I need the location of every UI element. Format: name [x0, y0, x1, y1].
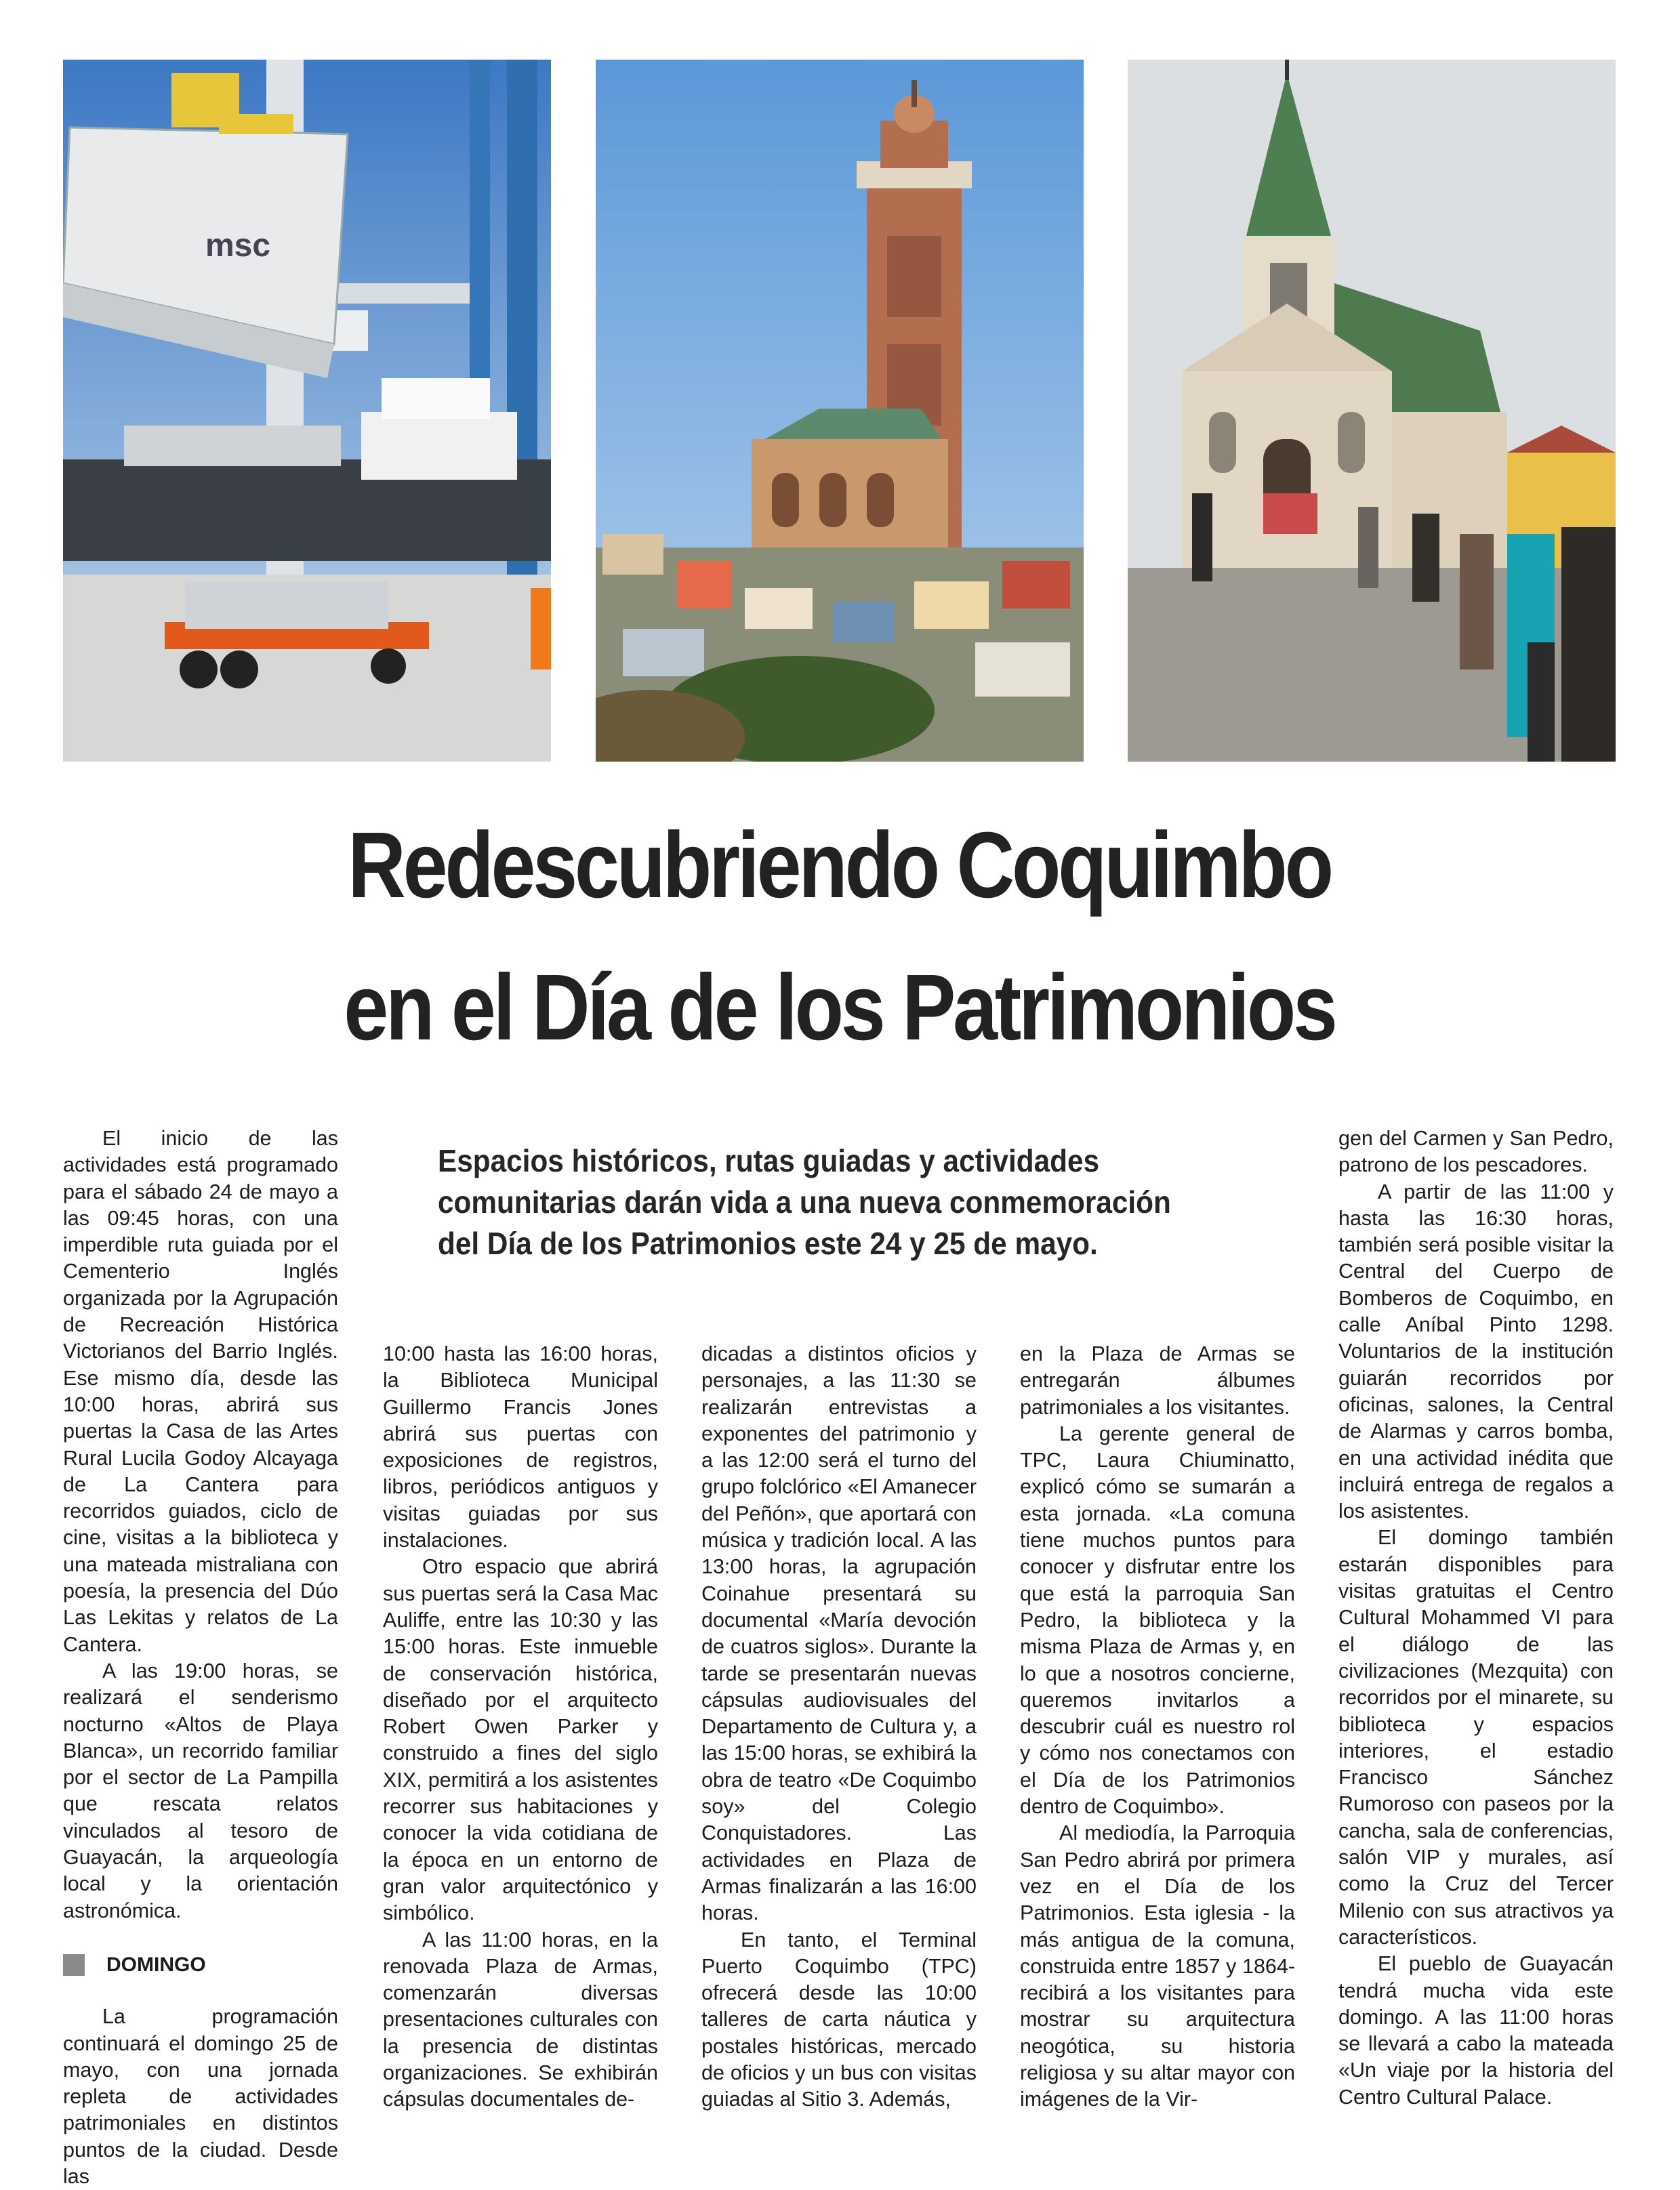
subhead-marker-square: [63, 1954, 85, 1976]
photo-mosque-minaret: [596, 60, 1084, 762]
paragraph: en la Plaza de Armas se entregarán álbumes patrimoniales a los visitantes.: [1020, 1342, 1295, 1419]
paragraph: En tanto, el Terminal Puerto Coquimbo (TPC) ofrecerá desde las 10:00 talleres de carta náutica y postales históricas, mercado de oficios y un bus con visitas guiadas al Sitio 3. Además,: [701, 1928, 977, 2111]
paragraph: dicadas a distintos oficios y personajes, a las 11:30 se realizarán entrevistas a exponentes del patrimonio y a las 12:00 será el turno del grupo folclórico «El Amanecer del Peñón», que aportará con música y tradición local. A las 13:00 horas, la agrupación Coinahue presentará su documental «María devoción de cuatros siglos». Durante la tarde se presentarán nuevas cápsulas audiovisuales del Departamento de Cultura y, a las 15:00 horas, se exhibirá la obra de teatro «De Coquimbo soy» del Colegio Conquistadores. Las actividades en Plaza de Armas finalizarán a las 16:00 horas.: [701, 1342, 977, 1925]
paragraph: El inicio de las actividades está programado para el sábado 24 de mayo a las 09:45 horas, con una imperdible ruta guiada por el Cementerio Inglés organizada por la Agrupación de Recreación Histórica Victorianos del Barrio Inglés. Ese mismo día, desde las 10:00 horas, abrirá sus puertas la Casa de las Artes Rural Lucila Godoy Alcayaga de La Cantera para recorridos guiados, ciclo de cine, visitas a la biblioteca y una mateada mistraliana con poesía, la presencia del Dúo Las Lekitas y relatos de La Cantera.: [63, 1127, 338, 1656]
msc-logo: msc: [205, 228, 271, 264]
church-illustration: [1128, 60, 1616, 762]
article-column-1: [63, 1125, 338, 2190]
photo-port-crane: [63, 60, 551, 762]
paragraph: El pueblo de Guayacán tendrá mucha vida este domingo. A las 11:00 horas se llevará a cabo la mateada «Un viaje por la historia del Centro Cultural Palace.: [1338, 1952, 1614, 2109]
paragraph: La gerente general de TPC, Laura Chiuminatto, explicó cómo se sumarán a esta jornada. «La comuna tiene muchos puntos para conocer y disfrutar entre los que está la parroquia San Pedro, la biblioteca y la misma Plaza de Armas y, en lo que a nosotros concierne, queremos invitarlos a descubrir cuál es nuestro rol y cómo nos conectamos con el Día de los Patrimonios dentro de Coquimbo».: [1020, 1422, 1295, 1819]
article-column-5: [1338, 1125, 1614, 2111]
paragraph: La programación continuará el domingo 25 de mayo, con una jornada repleta de actividades patrimoniales en distintos puntos de la ciudad. Desde las: [63, 2005, 338, 2188]
article-column-4: [1020, 1341, 1295, 2113]
paragraph: A las 11:00 horas, en la renovada Plaza de Armas, comenzarán diversas presentaciones culturales con la presencia de distintas organizaciones. Se exhibirán cápsulas documentales de-: [383, 1928, 658, 2111]
photo-church-san-pedro: [1128, 60, 1616, 762]
section-subhead: [63, 1951, 338, 1978]
article-column-3: [701, 1341, 977, 2113]
subhead-label: DOMINGO: [106, 1953, 206, 1976]
paragraph: Otro espacio que abrirá sus puertas será la Casa Mac Auliffe, entre las 10:30 y las 15:00 horas. Este inmueble de conservación histórica, diseñado por el arquitecto Robert Owen Parker y construido a fines del siglo XIX, permitirá a los asistentes recorrer sus habitaciones y conocer la vida cotidiana de la época en un entorno de gran valor arquitectónico y simbólico.: [383, 1555, 658, 1925]
paragraph: A partir de las 11:00 y hasta las 16:30 horas, también será posible visitar la Central del Cuerpo de Bomberos de Coquimbo, en calle Aníbal Pinto 1298. Voluntarios de la institución guiarán recorridos por oficinas, salones, la Central de Alarmas y carros bomba, en una actividad inédita que incluirá entrega de regalos a los asistentes.: [1338, 1180, 1614, 1523]
paragraph: gen del Carmen y San Pedro, patrono de los pescadores.: [1338, 1127, 1614, 1177]
paragraph: Al mediodía, la Parroquia San Pedro abrirá por primera vez en el Día de los Patrimonios. Esta iglesia - la más antigua de la comuna, construida entre 1857 y 1864- recibirá a los visitantes para mostrar su arquitectura neogótica, su historia religiosa y su altar mayor con imágenes de la Vir-: [1020, 1821, 1295, 2111]
article-column-2: [383, 1341, 658, 2113]
headline-line-1: Redescubriendo Coquimbo: [348, 813, 1331, 917]
paragraph: A las 19:00 horas, se realizará el senderismo nocturno «Altos de Playa Blanca», un recorrido familiar por el sector de La Pampilla que rescata relatos vinculados al tesoro de Guayacán, la arqueología local y la orientación astronómica.: [63, 1659, 338, 1922]
headline-line-2: en el Día de los Patrimonios: [344, 955, 1335, 1060]
deck-subtitle: Espacios históricos, rutas guiadas y actividades comunitarias darán vida a una nueva conmemoración del Día de los Patrimonios este 24 y 25 de mayo.: [438, 1143, 1171, 1261]
paragraph: El domingo también estarán disponibles para visitas gratuitas el Centro Cultural Mohammed VI para el diálogo de las civilizaciones (Mezquita) con recorridos por el minarete, su biblioteca y espacios interiores, el estadio Francisco Sánchez Rumoroso con paseos por la cancha, sala de conferencias, salón VIP y murales, así como la Cruz del Tercer Milenio con sus atractivos ya característicos.: [1338, 1526, 1614, 1949]
port-crane-illustration: [63, 60, 551, 762]
mosque-illustration: [596, 60, 1084, 762]
paragraph: 10:00 hasta las 16:00 horas, la Biblioteca Municipal Guillermo Francis Jones abrirá sus puertas con exposiciones de registros, libros, periódicos antiguos y visitas guiadas por sus instalaciones.: [383, 1342, 658, 1552]
